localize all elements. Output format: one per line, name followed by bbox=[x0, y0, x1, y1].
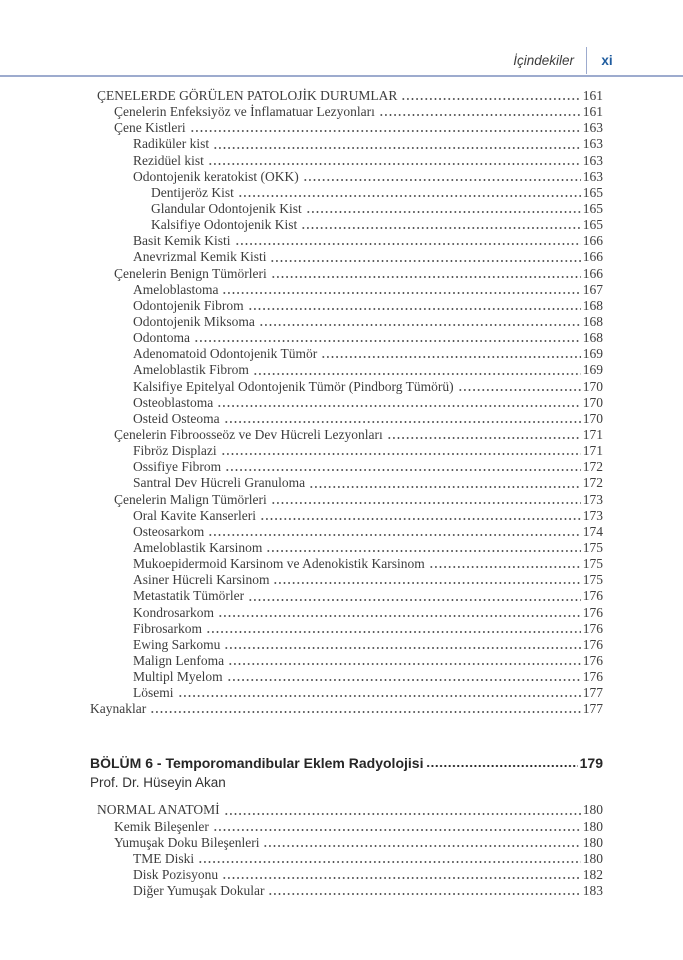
toc-entry bbox=[90, 330, 603, 346]
toc-entry-page: 182 bbox=[582, 867, 603, 883]
toc-entry bbox=[90, 621, 603, 637]
dotted-leader bbox=[248, 298, 581, 314]
toc-entry-page: 176 bbox=[582, 669, 603, 685]
dotted-leader bbox=[218, 605, 581, 621]
toc-entry bbox=[90, 588, 603, 604]
toc-entry bbox=[90, 508, 603, 524]
toc-entry bbox=[90, 411, 603, 427]
toc-entry-page: 176 bbox=[582, 636, 603, 652]
dotted-leader bbox=[213, 136, 581, 152]
toc-entry-label: Diğer Yumuşak Dokular bbox=[133, 883, 265, 899]
dotted-leader bbox=[221, 443, 581, 459]
dotted-leader bbox=[263, 835, 580, 851]
dotted-leader bbox=[194, 330, 581, 346]
toc-entry bbox=[90, 104, 603, 120]
table-of-contents bbox=[90, 88, 603, 899]
toc-entry-page: 180 bbox=[582, 818, 603, 834]
toc-entry-label: Çene Kistleri bbox=[114, 120, 186, 136]
dotted-leader bbox=[266, 540, 580, 556]
dotted-leader bbox=[309, 475, 581, 491]
toc-entry-label: Kemik Bileşenler bbox=[114, 818, 209, 834]
toc-entry-page: 177 bbox=[582, 701, 603, 717]
dotted-leader bbox=[227, 669, 581, 685]
dotted-leader bbox=[224, 637, 580, 653]
toc-entry-page: 165 bbox=[582, 217, 603, 233]
toc-entry-label: Basit Kemik Kisti bbox=[133, 233, 231, 249]
toc-entry-label: Yumuşak Doku Bileşenleri bbox=[114, 834, 260, 850]
toc-entry bbox=[90, 185, 603, 201]
toc-entry bbox=[90, 492, 603, 508]
toc-entry-label: ÇENELERDE GÖRÜLEN PATOLOJİK DURUMLAR bbox=[97, 88, 398, 103]
toc-entry bbox=[90, 459, 603, 475]
toc-entry-label: Asiner Hücreli Karsinom bbox=[133, 572, 270, 588]
toc-entry-page: 170 bbox=[582, 410, 603, 426]
toc-entry bbox=[90, 605, 603, 621]
chapter-author: Prof. Dr. Hüseyin Akan bbox=[90, 775, 226, 791]
toc-entry-page: 166 bbox=[582, 265, 603, 281]
toc-entry bbox=[90, 669, 603, 685]
page-header bbox=[513, 46, 627, 74]
toc-section-chapter5 bbox=[90, 88, 603, 717]
toc-entry bbox=[90, 867, 603, 883]
toc-entry-label: Çenelerin Benign Tümörleri bbox=[114, 265, 267, 281]
toc-entry bbox=[90, 701, 603, 717]
toc-entry-label: Odontoma bbox=[133, 330, 190, 346]
dotted-leader bbox=[213, 819, 581, 835]
toc-entry-label: Çenelerin Enfeksiyöz ve İnflamatuar Lezyonları bbox=[114, 104, 375, 120]
dotted-leader bbox=[178, 685, 581, 701]
toc-entry-label: Çenelerin Malign Tümörleri bbox=[114, 491, 267, 507]
toc-entry-page: 163 bbox=[582, 168, 603, 184]
toc-entry-page: 180 bbox=[582, 802, 603, 818]
toc-entry bbox=[90, 314, 603, 330]
toc-entry-page: 163 bbox=[582, 152, 603, 168]
toc-entry bbox=[90, 169, 603, 185]
toc-entry-label: Kaynaklar bbox=[90, 701, 147, 717]
toc-entry-label: Ameloblastoma bbox=[133, 281, 219, 297]
dotted-leader bbox=[206, 621, 581, 637]
toc-entry-label: Metastatik Tümörler bbox=[133, 588, 245, 604]
chapter-title: BÖLÜM 6 - Temporomandibular Eklem Radyolojisi bbox=[90, 755, 424, 772]
toc-entry-page: 170 bbox=[582, 394, 603, 410]
toc-entry-label: Osteid Osteoma bbox=[133, 410, 220, 426]
dotted-leader bbox=[268, 883, 580, 899]
toc-entry bbox=[90, 883, 603, 899]
toc-entry-page: 175 bbox=[582, 539, 603, 555]
toc-entry bbox=[90, 443, 603, 459]
toc-entry bbox=[90, 346, 603, 362]
toc-entry-label: Fibrosarkom bbox=[133, 620, 202, 636]
dotted-leader bbox=[225, 459, 581, 475]
toc-entry-label: TME Diski bbox=[133, 850, 195, 866]
dotted-leader bbox=[248, 588, 581, 604]
toc-entry-label: Oral Kavite Kanserleri bbox=[133, 507, 256, 523]
toc-entry-page: 163 bbox=[582, 136, 603, 152]
toc-entry-page: 171 bbox=[582, 443, 603, 459]
toc-entry-label: Disk Pozisyonu bbox=[133, 867, 219, 883]
toc-entry bbox=[90, 266, 603, 282]
header-title: İçindekiler bbox=[513, 52, 574, 68]
toc-entry-page: 168 bbox=[582, 330, 603, 346]
toc-entry bbox=[90, 475, 603, 491]
dotted-leader bbox=[208, 153, 581, 169]
toc-entry-page: 168 bbox=[582, 313, 603, 329]
toc-entry-label: Fibröz Displazi bbox=[133, 443, 217, 459]
toc-entry-page: 176 bbox=[582, 588, 603, 604]
toc-entry-page: 166 bbox=[582, 249, 603, 265]
toc-entry-page: 173 bbox=[582, 491, 603, 507]
dotted-leader bbox=[426, 754, 577, 772]
toc-entry-page: 167 bbox=[582, 281, 603, 297]
dotted-leader bbox=[429, 556, 581, 572]
dotted-leader bbox=[235, 233, 581, 249]
dotted-leader bbox=[198, 851, 581, 867]
toc-entry bbox=[90, 851, 603, 867]
dotted-leader bbox=[224, 802, 581, 818]
toc-entry-label: Kondrosarkom bbox=[133, 604, 214, 620]
dotted-leader bbox=[270, 249, 580, 265]
toc-entry bbox=[90, 233, 603, 249]
dotted-leader bbox=[150, 701, 581, 717]
toc-entry-page: 163 bbox=[582, 120, 603, 136]
toc-entry bbox=[90, 362, 603, 378]
toc-entry-page: 180 bbox=[582, 850, 603, 866]
toc-entry bbox=[90, 136, 603, 152]
toc-entry bbox=[90, 524, 603, 540]
toc-entry bbox=[90, 637, 603, 653]
toc-entry-label: Mukoepidermoid Karsinom ve Adenokistik Karsinom bbox=[133, 556, 425, 572]
toc-entry-label: Kalsifiye Odontojenik Kist bbox=[151, 217, 298, 233]
toc-entry-page: 174 bbox=[582, 523, 603, 539]
toc-entry-label: Rezidüel kist bbox=[133, 152, 204, 168]
toc-entry bbox=[90, 120, 603, 136]
toc-entry-page: 176 bbox=[582, 652, 603, 668]
toc-entry bbox=[90, 282, 603, 298]
toc-entry-label: Osteosarkom bbox=[133, 523, 205, 539]
toc-entry-page: 176 bbox=[582, 604, 603, 620]
chapter-heading-block bbox=[90, 754, 603, 793]
toc-entry-page: 168 bbox=[582, 297, 603, 313]
toc-entry-label: Glandular Odontojenik Kist bbox=[151, 200, 302, 216]
toc-entry bbox=[90, 802, 603, 818]
dotted-leader bbox=[303, 169, 581, 185]
toc-entry-label: Adenomatoid Odontojenik Tümör bbox=[133, 346, 318, 362]
toc-entry bbox=[90, 540, 603, 556]
toc-entry-page: 172 bbox=[582, 475, 603, 491]
toc-entry bbox=[90, 653, 603, 669]
dotted-leader bbox=[273, 572, 580, 588]
toc-entry bbox=[90, 298, 603, 314]
toc-entry bbox=[90, 395, 603, 411]
dotted-leader bbox=[260, 508, 581, 524]
toc-entry-label: Odontojenik Fibrom bbox=[133, 297, 244, 313]
toc-entry bbox=[90, 217, 603, 233]
toc-section-chapter6 bbox=[90, 802, 603, 899]
toc-entry bbox=[90, 153, 603, 169]
toc-entry-label: Anevrizmal Kemik Kisti bbox=[133, 249, 267, 265]
toc-entry-label: Dentijeröz Kist bbox=[151, 184, 234, 200]
dotted-leader bbox=[228, 653, 581, 669]
dotted-leader bbox=[379, 104, 581, 120]
dotted-leader bbox=[306, 201, 581, 217]
toc-entry-label: Radiküler kist bbox=[133, 136, 210, 152]
toc-entry bbox=[90, 249, 603, 265]
dotted-leader bbox=[190, 120, 581, 136]
toc-entry-page: 177 bbox=[582, 685, 603, 701]
toc-chapter-entry bbox=[90, 754, 603, 772]
toc-entry bbox=[90, 685, 603, 701]
toc-entry-page: 165 bbox=[582, 184, 603, 200]
toc-entry-label: Odontojenik Miksoma bbox=[133, 313, 255, 329]
toc-entry-label: Çenelerin Fibroosseöz ve Dev Hücreli Lezyonları bbox=[114, 426, 383, 442]
dotted-leader bbox=[238, 185, 581, 201]
dotted-leader bbox=[321, 346, 581, 362]
dotted-leader bbox=[301, 217, 581, 233]
toc-entry-label: NORMAL ANATOMİ bbox=[97, 802, 220, 818]
dotted-leader bbox=[222, 282, 580, 298]
dotted-leader bbox=[222, 867, 581, 883]
dotted-leader bbox=[259, 314, 581, 330]
toc-entry-page: 161 bbox=[582, 104, 603, 120]
toc-entry-label: Multipl Myelom bbox=[133, 669, 223, 685]
dotted-leader bbox=[208, 524, 581, 540]
dotted-leader bbox=[217, 395, 581, 411]
dotted-leader bbox=[253, 362, 581, 378]
toc-entry-page: 176 bbox=[582, 620, 603, 636]
dotted-leader bbox=[458, 379, 581, 395]
toc-entry-label: Osteoblastoma bbox=[133, 394, 214, 410]
toc-entry-label: Ameloblastik Fibrom bbox=[133, 362, 249, 378]
toc-entry bbox=[90, 572, 603, 588]
toc-entry-label: Odontojenik keratokist (OKK) bbox=[133, 168, 299, 184]
toc-entry-page: 171 bbox=[582, 426, 603, 442]
toc-entry-page: 169 bbox=[582, 346, 603, 362]
dotted-leader bbox=[401, 88, 580, 104]
toc-entry-page: 169 bbox=[582, 362, 603, 378]
toc-entry-label: Santral Dev Hücreli Granuloma bbox=[133, 475, 306, 491]
toc-entry bbox=[90, 88, 603, 104]
toc-entry bbox=[90, 379, 603, 395]
toc-entry-label: Ossifiye Fibrom bbox=[133, 459, 222, 475]
toc-entry-page: 161 bbox=[582, 88, 603, 103]
header-rule bbox=[0, 75, 683, 77]
toc-entry-page: 180 bbox=[582, 834, 603, 850]
toc-entry-page: 172 bbox=[582, 459, 603, 475]
toc-entry bbox=[90, 819, 603, 835]
toc-entry-label: Malign Lenfoma bbox=[133, 652, 225, 668]
toc-entry-page: 175 bbox=[582, 572, 603, 588]
toc-entry-page: 166 bbox=[582, 233, 603, 249]
toc-entry-label: Ewing Sarkomu bbox=[133, 636, 221, 652]
dotted-leader bbox=[387, 427, 581, 443]
toc-entry bbox=[90, 835, 603, 851]
toc-entry-label: Ameloblastik Karsinom bbox=[133, 539, 263, 555]
toc-entry-page: 165 bbox=[582, 200, 603, 216]
toc-entry-page: 183 bbox=[582, 883, 603, 899]
toc-entry-label: Kalsifiye Epitelyal Odontojenik Tümör (Pindborg Tümörü) bbox=[133, 378, 454, 394]
dotted-leader bbox=[271, 492, 581, 508]
toc-entry-page: 175 bbox=[582, 556, 603, 572]
dotted-leader bbox=[224, 411, 581, 427]
toc-entry bbox=[90, 201, 603, 217]
toc-entry-page: 173 bbox=[582, 507, 603, 523]
dotted-leader bbox=[271, 266, 581, 282]
toc-entry bbox=[90, 427, 603, 443]
toc-entry-label: Lösemi bbox=[133, 685, 174, 701]
toc-entry bbox=[90, 556, 603, 572]
chapter-page-number: 179 bbox=[579, 755, 603, 772]
toc-entry-page: 170 bbox=[582, 378, 603, 394]
header-page-number: xi bbox=[601, 52, 613, 68]
